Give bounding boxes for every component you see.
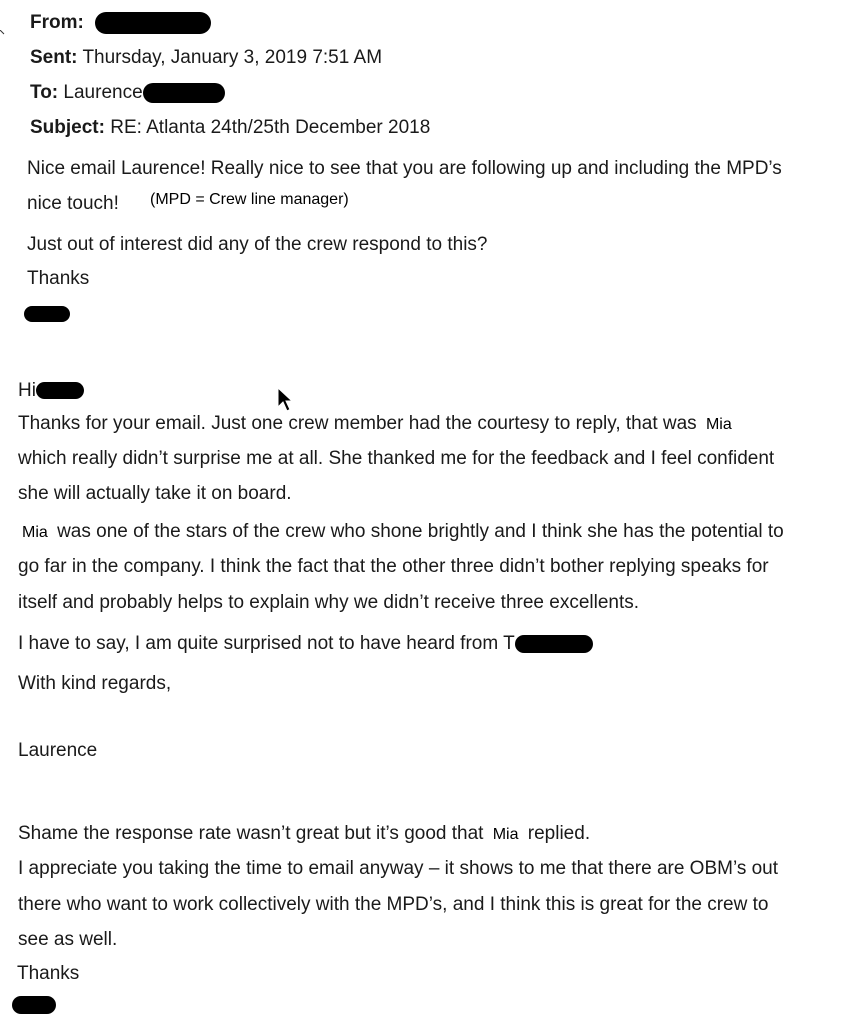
reply-bottom-line4: see as well. [18, 929, 118, 950]
redacted-signature-top [24, 306, 70, 322]
signature-laurence: Laurence [18, 740, 98, 761]
reply-bottom-line3: there who want to work collectively with the MPD’s, and I think this is great for the crew to [18, 894, 769, 915]
subject-value: RE: Atlanta 24th/25th December 2018 [110, 117, 431, 138]
sent-value: Thursday, January 3, 2019 7:51 AM [82, 47, 383, 68]
p1-line3: she will actually take it on board. [18, 483, 292, 504]
sent-row [30, 47, 382, 69]
regards: With kind regards, [18, 673, 172, 694]
redacted-recipient [143, 83, 225, 103]
p1-line2: which really didn’t surprise me at all. She thanked me for the feedback and I feel confident [18, 448, 775, 469]
reply-bottom-line1-start: Shame the response rate wasn’t great but it’s good that [18, 823, 484, 844]
name-mia-3: Mia [492, 826, 519, 843]
p2-line1-row [18, 521, 784, 544]
p2-line3: itself and probably helps to explain why we didn’t receive three excellents. [18, 592, 640, 613]
to-value: Laurence [63, 82, 143, 103]
annotation-mpd: (MPD = Crew line manager) [150, 191, 349, 208]
p3-line1: I have to say, I am quite surprised not to have heard from T [18, 633, 515, 654]
name-mia-2: Mia [22, 524, 48, 541]
greeting-row [18, 380, 84, 402]
reply-top-line1: Nice email Laurence! Really nice to see that you are following up and including the MPD’s [27, 158, 782, 179]
p2-line2: go far in the company. I think the fact that the other three didn’t bother replying speaks for [18, 556, 769, 577]
to-row [30, 82, 225, 104]
p3-line1-row [18, 633, 593, 655]
reply-bottom-line2: I appreciate you taking the time to email anyway – it shows to me that there are OBM’s out [18, 858, 779, 879]
mouse-cursor-icon [277, 387, 293, 413]
subject-label: Subject: [30, 117, 105, 138]
from-label: From: [30, 12, 84, 34]
reply-top-thanks: Thanks [27, 268, 90, 289]
redacted-greeting-name [36, 382, 84, 399]
reply-bottom-line1-row [18, 823, 590, 846]
redacted-signature-bottom [12, 996, 56, 1014]
reply-bottom-thanks: Thanks [17, 963, 80, 984]
p2-line1: was one of the stars of the crew who shone brightly and I think she has the potential to [57, 521, 784, 542]
reply-bottom-line1-end: replied. [527, 823, 591, 844]
name-mia-1: Mia [705, 416, 732, 433]
redacted-crew-name [515, 635, 593, 653]
subject-row [30, 117, 430, 139]
p1-line1-row [18, 413, 736, 436]
greeting: Hi [18, 380, 36, 401]
p1-line1: Thanks for your email. Just one crew member had the courtesy to reply, that was [18, 413, 697, 434]
stray-mark [0, 30, 5, 35]
reply-top-line2: nice touch! [27, 193, 119, 214]
reply-top-line3: Just out of interest did any of the crew respond to this? [27, 234, 488, 255]
to-label: To: [30, 82, 59, 103]
from-row [30, 12, 211, 34]
redacted-sender [95, 12, 211, 34]
sent-label: Sent: [30, 47, 78, 68]
